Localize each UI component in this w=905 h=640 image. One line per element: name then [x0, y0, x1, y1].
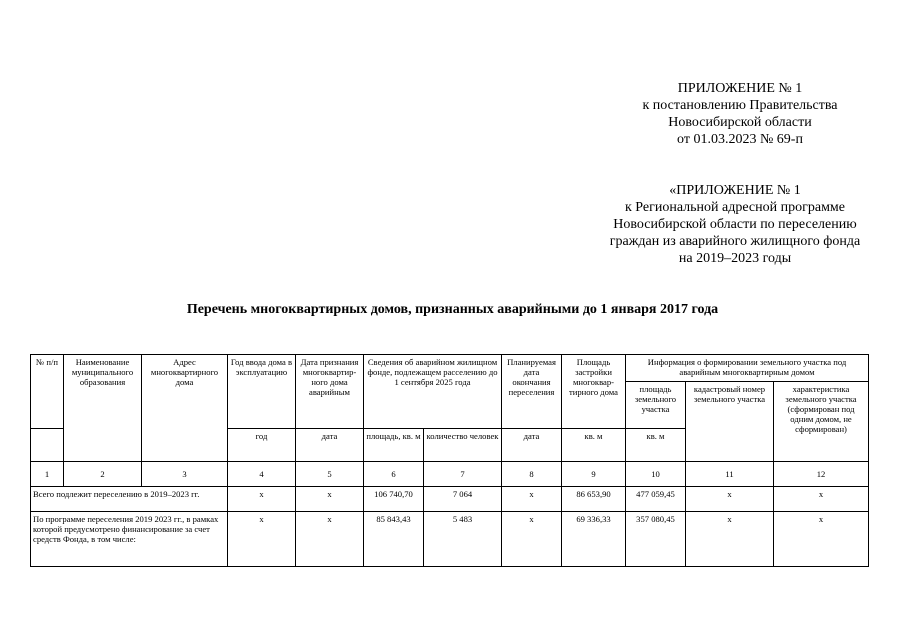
unit-built-area: кв. м — [562, 429, 626, 462]
cell-land-char: х — [774, 512, 869, 567]
row-label: Всего подлежит переселению в 2019–2023 гг. — [31, 487, 228, 512]
appendix-1-line: к постановлению Правительства — [642, 98, 838, 113]
header-municipality: Наименование муниципального образования — [64, 355, 142, 462]
appendix-2-header — [590, 182, 880, 267]
appendix-2-line: «ПРИЛОЖЕНИЕ № 1 — [669, 183, 801, 198]
header-land-area: площадь земельного участка — [626, 382, 686, 429]
appendix-1-line: Новосибирской области — [668, 115, 812, 130]
appendix-2-line: к Региональной адресной программе — [624, 200, 845, 215]
header-fund-info: Сведения об аварийном жилищном фонде, подлежащем расселению до 1 сентября 2025 года — [364, 355, 502, 429]
cell-area: 106 740,70 — [364, 487, 424, 512]
cell-land-area: 357 080,45 — [626, 512, 686, 567]
appendix-2-line: граждан из аварийного жилищного фонда — [609, 234, 861, 249]
cell-date: х — [296, 487, 364, 512]
header-built-area: Площадь застройки многоквар-тирного дома — [562, 355, 626, 429]
header-recognition-date: Дата признания многоквартир-ного дома аварийным — [296, 355, 364, 429]
column-number: 10 — [626, 462, 686, 487]
cell-land-char: х — [774, 487, 869, 512]
column-number: 2 — [64, 462, 142, 487]
appendix-1-line: ПРИЛОЖЕНИЕ № 1 — [677, 81, 803, 96]
header-land-char: характеристика земельного участка (сформирован под одним домом, не сформирован) — [774, 382, 869, 462]
cell-people: 7 064 — [424, 487, 502, 512]
unit-year: год — [228, 429, 296, 462]
cell-date: х — [296, 512, 364, 567]
table-row — [31, 512, 869, 567]
emergency-housing-table — [30, 354, 869, 567]
unit-date: дата — [296, 429, 364, 462]
appendix-1-header — [615, 80, 865, 148]
column-number: 3 — [142, 462, 228, 487]
appendix-1-line: от 01.03.2023 № 69-п — [677, 132, 803, 147]
column-number: 6 — [364, 462, 424, 487]
header-num: № п/п — [31, 355, 64, 429]
table-row — [31, 487, 869, 512]
header-address: Адрес многоквартирного дома — [142, 355, 228, 462]
cell-cadastral: х — [686, 487, 774, 512]
column-number: 11 — [686, 462, 774, 487]
header-num-blank — [31, 429, 64, 462]
cell-land-area: 477 059,45 — [626, 487, 686, 512]
column-number: 5 — [296, 462, 364, 487]
cell-people: 5 483 — [424, 512, 502, 567]
header-planned-date: Планируемая дата окончания переселения — [502, 355, 562, 429]
header-year-built: Год ввода дома в эксплуатацию — [228, 355, 296, 429]
cell-planned: х — [502, 512, 562, 567]
cell-year: х — [228, 512, 296, 567]
column-number: 4 — [228, 462, 296, 487]
cell-planned: х — [502, 487, 562, 512]
row-label: По программе переселения 2019 2023 гг., в рамках которой предусмотрено финансирование за счет средств Фонда, в том числе: — [31, 512, 228, 567]
unit-people: количество человек — [424, 429, 502, 462]
column-number: 7 — [424, 462, 502, 487]
appendix-2-line: на 2019–2023 годы — [678, 251, 792, 266]
cell-cadastral: х — [686, 512, 774, 567]
cell-built-area: 69 336,33 — [562, 512, 626, 567]
document-title: Перечень многоквартирных домов, признанных аварийными до 1 января 2017 года — [186, 302, 719, 317]
column-number: 1 — [31, 462, 64, 487]
cell-area: 85 843,43 — [364, 512, 424, 567]
column-number: 8 — [502, 462, 562, 487]
unit-land-area: кв. м — [626, 429, 686, 462]
header-cadastral: кадастровый номер земельного участка — [686, 382, 774, 462]
cell-built-area: 86 653,90 — [562, 487, 626, 512]
header-land-info: Информация о формировании земельного участка под аварийным многоквартирным домом — [626, 355, 869, 382]
column-number: 9 — [562, 462, 626, 487]
cell-year: х — [228, 487, 296, 512]
appendix-2-line: Новосибирской области по переселению — [613, 217, 857, 232]
unit-planned: дата — [502, 429, 562, 462]
column-number: 12 — [774, 462, 869, 487]
unit-area: площадь, кв. м — [364, 429, 424, 462]
